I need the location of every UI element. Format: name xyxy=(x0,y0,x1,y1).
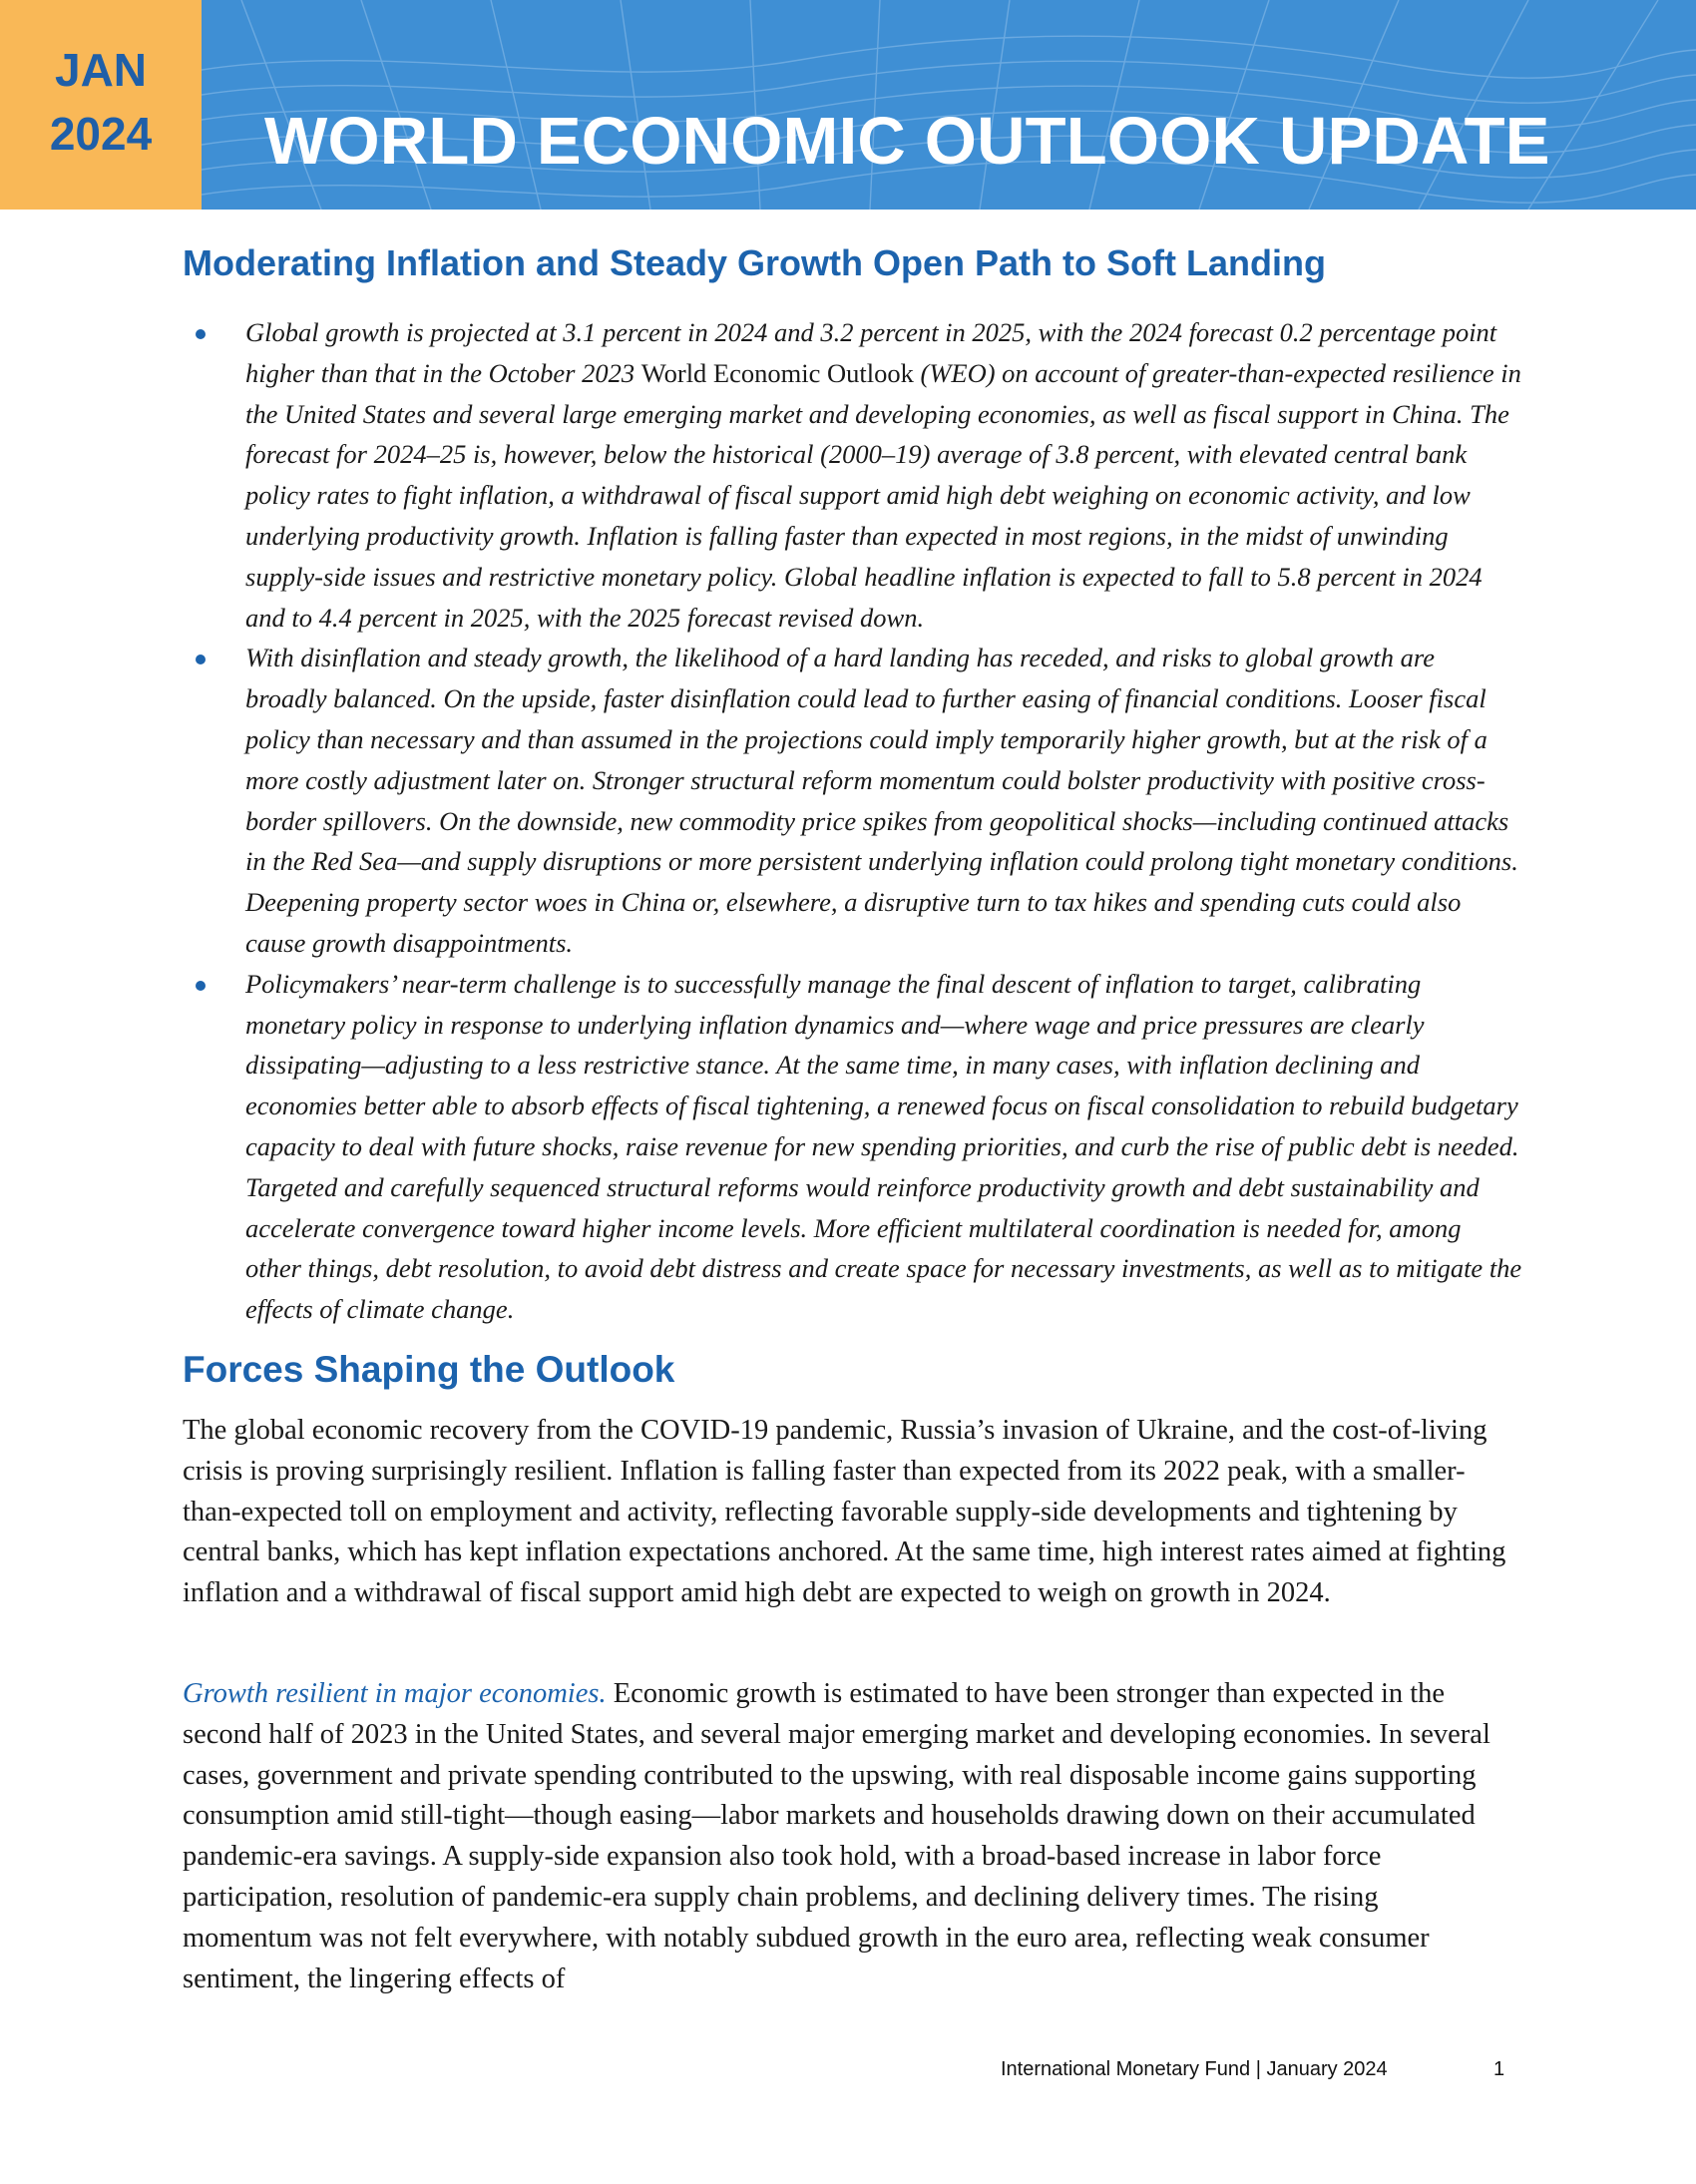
paragraph-lead-in: Growth resilient in major economies. xyxy=(183,1678,607,1709)
report-title: WORLD ECONOMIC OUTLOOK UPDATE xyxy=(264,104,1550,179)
bullet-text: With disinflation and steady growth, the likelihood of a hard landing has receded, and risks to global growth are broadly balanced. On the upside, faster disinflation could lead to further easing of financial conditions. Looser fiscal policy than necessary and than assumed in the projections could imply temporarily higher growth, but at the risk of a more costly adjustment later on. Stronger structural reform momentum could bolster productivity with positive cross-border spillovers. On the downside, new commodity price spikes from geopolitical shocks—including continued attacks in the Red Sea—and supply disruptions or more persistent underlying inflation could prolong tight monetary conditions. Deepening property sector woes in China or, elsewhere, a disruptive turn to tax hikes and spending cuts could also cause growth disappointments. xyxy=(245,643,1518,958)
bullet-item xyxy=(196,312,1522,638)
body-paragraph: The global economic recovery from the COVID-19 pandemic, Russia’s invasion of Ukraine, and the cost-of-living crisis is proving surprisingly resilient. Inflation is falling faster than expected from its 2022 peak, with a smaller-than-expected toll on employment and activity, reflecting favorable supply-side developments and tightening by central banks, which has kept inflation expectations anchored. At the same time, high interest rates aimed at fighting inflation and a withdrawal of fiscal support amid high debt are expected to weigh on growth in 2024. xyxy=(183,1415,1506,1609)
bullet-item xyxy=(196,638,1522,963)
bullet-dot-icon xyxy=(196,655,206,664)
issue-date-badge xyxy=(0,0,202,210)
bullet-text-part: (WEO) on account of greater-than-expected resilience in the United States and several large emerging market and developing economies, as well as fiscal support in China. The forecast for 2024–25 is, however, below the historical (2000–19) average of 3.8 percent, with elevated central bank policy rates to fight inflation, a withdrawal of fiscal support amid high debt weighing on economic activity, and low underlying productivity growth. Inflation is falling faster than expected in most regions, in the midst of unwinding supply-side issues and restrictive monetary policy. Global headline inflation is expected to fall to 5.8 percent in 2024 and to 4.4 percent in 2025, with the 2025 forecast revised down. xyxy=(245,357,1521,633)
bullet-dot-icon xyxy=(196,329,206,339)
bullet-item xyxy=(196,964,1522,1330)
body-paragraph xyxy=(183,1674,1509,1999)
issue-year: 2024 xyxy=(49,108,153,160)
bullet-text: Policymakers’ near-term challenge is to successfully manage the final descent of inflation to target, calibrating monetary policy in response to underlying inflation dynamics and—where wage and price pressures are clearly dissipating—adjusting to a less restrictive stance. At the same time, in many cases, with inflation declining and economies better able to absorb effects of fiscal tightening, a renewed focus on fiscal consolidation to rebuild budgetary capacity to deal with future shocks, raise revenue for new spending priorities, and curb the rise of public debt is needed. Targeted and carefully sequenced structural reforms would reinforce productivity growth and debt sustainability and accelerate convergence toward higher income levels. More efficient multilateral coordination is needed for, among other things, debt resolution, to avoid debt distress and create space for necessary investments, as well as to mitigate the effects of climate change. xyxy=(245,968,1522,1325)
bullet-dot-icon xyxy=(196,981,206,991)
section-heading-forces: Forces Shaping the Outlook xyxy=(183,1349,675,1390)
bullet-text-part: Global growth is projected at 3.1 percent in 2024 and 3.2 percent in 2025, with the 2024 forecast 0.2 percentage point higher than that in the October 2023 xyxy=(245,317,1497,388)
page-footer: International Monetary Fund | January 2024 xyxy=(1001,2058,1388,2080)
header-banner xyxy=(0,0,1696,210)
paragraph-text: Economic growth is estimated to have been stronger than expected in the second half of 2023 in the United States, and several major emerging market and developing economies. In several cases, government and private spending contributed to the upswing, with real disposable income gains supporting consumption amid still-tight—though easing—labor markets and households drawing down on their accumulated pandemic-era savings. A supply-side expansion also took hold, with a broad-based increase in labor force participation, resolution of pandemic-era supply chain problems, and declining delivery times. The rising momentum was not felt everywhere, with notably subdued growth in the euro area, reflecting weak consumer sentiment, the lingering effects of xyxy=(183,1678,1490,1994)
publication-name: World Economic Outlook xyxy=(640,357,914,388)
section-heading-soft-landing: Moderating Inflation and Steady Growth Open Path to Soft Landing xyxy=(183,242,1326,283)
issue-month: JAN xyxy=(54,44,148,96)
page-number: 1 xyxy=(1493,2058,1505,2080)
summary-bullet-list xyxy=(196,312,1522,1330)
